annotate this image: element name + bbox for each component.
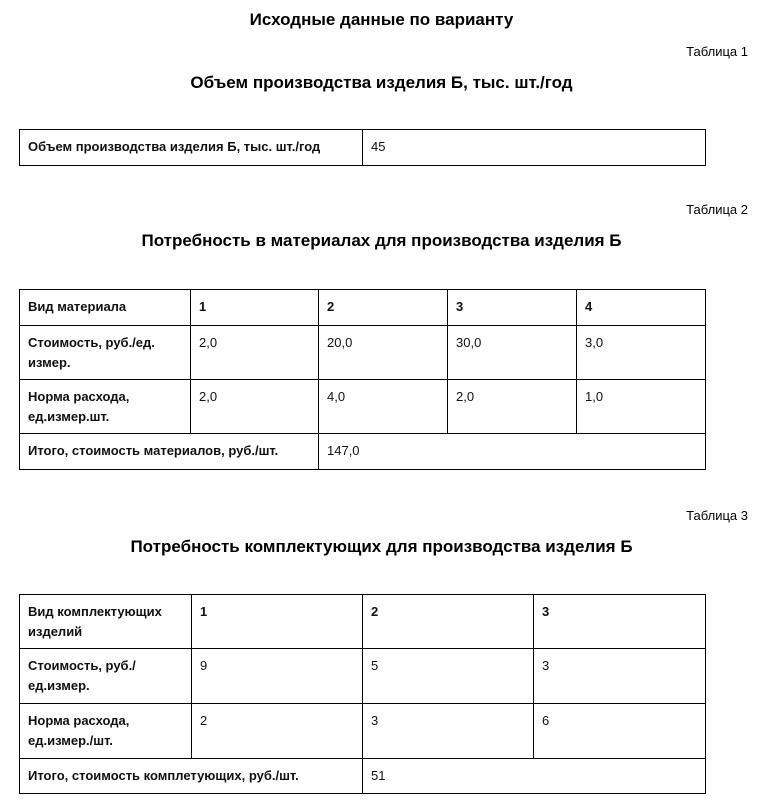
column-header: 2	[363, 595, 534, 649]
table-cell: 3,0	[577, 326, 706, 380]
table-cell: 4,0	[319, 380, 448, 434]
table-cell: 20,0	[319, 326, 448, 380]
table-header-row	[20, 290, 706, 326]
column-header: 3	[448, 290, 577, 326]
table-row	[20, 380, 706, 434]
table-cell: 3	[363, 704, 534, 759]
table-cell: 6	[534, 704, 706, 759]
table2-title: Потребность в материалах для производства изделия Б	[141, 231, 622, 250]
materials-table	[19, 289, 706, 470]
components-table	[19, 594, 706, 794]
row-header: Норма расхода, ед.измер./шт.	[20, 704, 192, 759]
table-row	[20, 326, 706, 380]
column-header: 1	[192, 595, 363, 649]
table-cell: 9	[192, 649, 363, 704]
total-row	[20, 434, 706, 470]
total-label: Итого, стоимость комплетующих, руб./шт.	[20, 759, 363, 794]
document-title: Исходные данные по варианту	[249, 10, 514, 29]
total-value: 51	[363, 759, 706, 794]
table-row	[20, 130, 706, 166]
table-cell: 2,0	[191, 326, 319, 380]
table-cell: 5	[363, 649, 534, 704]
column-header: Вид комплектующих изделий	[20, 595, 192, 649]
table-cell: 3	[534, 649, 706, 704]
table-row	[20, 704, 706, 759]
column-header: 4	[577, 290, 706, 326]
table-cell: 30,0	[448, 326, 577, 380]
column-header: Вид материала	[20, 290, 191, 326]
total-label: Итого, стоимость материалов, руб./шт.	[20, 434, 319, 470]
table-cell: 2,0	[191, 380, 319, 434]
table2-label: Таблица 2	[686, 202, 748, 217]
table1-label: Таблица 1	[686, 44, 748, 59]
column-header: 1	[191, 290, 319, 326]
total-row	[20, 759, 706, 794]
table3-title: Потребность комплектующих для производства изделия Б	[130, 537, 633, 556]
production-volume-value: 45	[363, 130, 706, 166]
table-cell: 2,0	[448, 380, 577, 434]
table-row	[20, 649, 706, 704]
table1-title: Объем производства изделия Б, тыс. шт./год	[190, 73, 573, 92]
row-header: Стоимость, руб./ед. измер.	[20, 326, 191, 380]
total-value: 147,0	[319, 434, 706, 470]
row-header: Стоимость, руб./ед.измер.	[20, 649, 192, 704]
table-cell: 1,0	[577, 380, 706, 434]
production-volume-table	[19, 129, 706, 166]
table-cell: 2	[192, 704, 363, 759]
row-header: Объем производства изделия Б, тыс. шт./год	[20, 130, 363, 166]
column-header: 3	[534, 595, 706, 649]
table-header-row	[20, 595, 706, 649]
column-header: 2	[319, 290, 448, 326]
table3-label: Таблица 3	[686, 508, 748, 523]
row-header: Норма расхода, ед.измер.шт.	[20, 380, 191, 434]
